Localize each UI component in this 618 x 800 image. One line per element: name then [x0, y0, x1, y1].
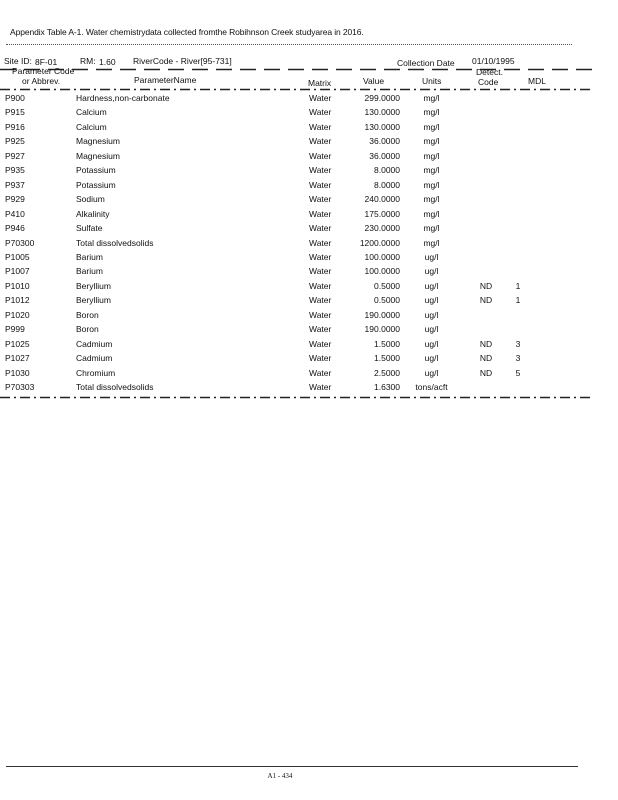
cell-value: 100.0000 — [364, 266, 400, 277]
cell-matrix: Water — [309, 295, 332, 306]
cell-detect-code: ND — [479, 338, 493, 349]
cell-value: 36.0000 — [369, 150, 400, 161]
cell-units: mg/l — [423, 165, 440, 176]
cell-parameter-name: Potassium — [76, 165, 116, 176]
title-divider — [6, 44, 572, 45]
cell-matrix: Water — [309, 136, 332, 147]
cell-value: 0.5000 — [374, 295, 400, 306]
table-title: Appendix Table A-1. Water chemistrydata collected fromthe Robihnson Creek studyarea in 2016. — [10, 27, 364, 37]
cell-parameter-code: P1027 — [5, 353, 30, 364]
cell-units: mg/l — [423, 136, 440, 147]
header-detect-line1: Detect. — [476, 67, 503, 77]
cell-matrix: Water — [309, 121, 332, 132]
table-row — [0, 136, 600, 150]
cell-value: 2.5000 — [374, 367, 400, 378]
table-row — [0, 281, 600, 295]
cell-parameter-name: Total dissolvedsolids — [76, 382, 154, 392]
table-row — [0, 93, 600, 107]
site-id-value: 8F-01 — [35, 57, 58, 67]
cell-matrix: Water — [309, 309, 332, 320]
cell-parameter-code: P915 — [5, 107, 25, 118]
cell-value: 1.5000 — [374, 353, 400, 364]
cell-parameter-name: Boron — [76, 324, 99, 335]
cell-parameter-name: Magnesium — [76, 136, 120, 147]
cell-parameter-name: Barium — [76, 266, 103, 277]
table-row — [0, 324, 600, 338]
cell-units: mg/l — [423, 223, 440, 234]
page-number: A1 - 434 — [267, 772, 293, 780]
table-row — [0, 368, 600, 382]
cell-parameter-code: P916 — [5, 121, 25, 132]
table-row — [0, 238, 600, 252]
table-row — [0, 151, 600, 165]
table-row — [0, 223, 600, 237]
cell-units: mg/l — [423, 107, 440, 118]
cell-mdl: 1 — [515, 280, 521, 291]
cell-parameter-code: P999 — [5, 324, 25, 335]
cell-parameter-code: P935 — [5, 165, 25, 176]
cell-detect-code: ND — [479, 280, 493, 291]
table-row — [0, 180, 600, 194]
table-row — [0, 194, 600, 208]
cell-parameter-code: P925 — [5, 136, 25, 147]
table-row — [0, 122, 600, 136]
cell-units: ug/l — [424, 309, 439, 320]
header-value: Value — [363, 76, 385, 86]
cell-matrix: Water — [309, 338, 332, 349]
header-matrix: Matrix — [308, 78, 332, 88]
cell-parameter-code: P70303 — [5, 382, 35, 392]
table-row — [0, 310, 600, 324]
cell-parameter-name: Chromium — [76, 367, 116, 378]
cell-parameter-name: Sulfate — [76, 223, 103, 234]
cell-parameter-name: Boron — [76, 309, 99, 320]
table-row — [0, 339, 600, 353]
cell-parameter-code: P937 — [5, 179, 25, 190]
cell-parameter-code: P1010 — [5, 280, 30, 291]
cell-mdl: 3 — [515, 353, 521, 364]
cell-detect-code: ND — [479, 353, 493, 364]
cell-matrix: Water — [309, 107, 332, 118]
cell-units: mg/l — [423, 121, 440, 132]
cell-matrix: Water — [309, 223, 332, 234]
cell-value: 190.0000 — [364, 324, 400, 335]
footer-divider — [6, 766, 578, 767]
cell-parameter-name: Barium — [76, 251, 103, 262]
cell-value: 230.0000 — [364, 223, 400, 234]
cell-matrix: Water — [309, 251, 332, 262]
cell-detect-code: ND — [479, 367, 493, 378]
cell-matrix: Water — [309, 382, 332, 392]
cell-matrix: Water — [309, 165, 332, 176]
cell-units: mg/l — [423, 179, 440, 190]
cell-value: 130.0000 — [364, 121, 400, 132]
cell-value: 299.0000 — [364, 93, 400, 103]
table-row — [0, 295, 600, 309]
cell-detect-code: ND — [479, 295, 493, 306]
cell-units: ug/l — [424, 280, 439, 291]
cell-units: ug/l — [424, 295, 439, 306]
cell-value: 36.0000 — [369, 136, 400, 147]
cell-matrix: Water — [309, 194, 332, 205]
cell-parameter-name: Sodium — [76, 194, 105, 205]
cell-parameter-code: P929 — [5, 194, 25, 205]
river-mile-label: RM: — [80, 56, 96, 66]
cell-matrix: Water — [309, 367, 332, 378]
header-code-line2: or Abbrev. — [22, 76, 61, 86]
cell-value: 1200.0000 — [359, 237, 400, 248]
cell-units: ug/l — [424, 324, 439, 335]
cell-value: 240.0000 — [364, 194, 400, 205]
cell-value: 1.6300 — [374, 382, 400, 392]
cell-parameter-name: Cadmium — [76, 353, 113, 364]
cell-parameter-code: P1025 — [5, 338, 30, 349]
cell-mdl: 1 — [515, 295, 521, 306]
cell-value: 0.5000 — [374, 280, 400, 291]
table-row — [0, 266, 600, 280]
cell-parameter-name: Hardness,non-carbonate — [76, 93, 170, 103]
cell-parameter-code: P900 — [5, 93, 25, 103]
cell-units: mg/l — [423, 93, 440, 103]
cell-parameter-name: Beryllium — [76, 280, 111, 291]
table-row — [0, 353, 600, 367]
header-mdl: MDL — [528, 76, 546, 86]
cell-units: mg/l — [423, 237, 440, 248]
cell-parameter-name: Beryllium — [76, 295, 111, 306]
cell-parameter-name: Alkalinity — [76, 208, 110, 219]
cell-matrix: Water — [309, 237, 332, 248]
cell-value: 130.0000 — [364, 107, 400, 118]
cell-units: ug/l — [424, 266, 439, 277]
collection-date-value: 01/10/1995 — [472, 56, 515, 66]
cell-parameter-code: P1005 — [5, 251, 30, 262]
table-row — [0, 252, 600, 266]
cell-value: 100.0000 — [364, 251, 400, 262]
cell-parameter-code: P70300 — [5, 237, 35, 248]
cell-units: ug/l — [424, 367, 439, 378]
cell-value: 190.0000 — [364, 309, 400, 320]
river-code: RiverCode - River[95-731] — [133, 56, 232, 66]
cell-value: 8.0000 — [374, 179, 400, 190]
cell-mdl: 3 — [515, 338, 521, 349]
cell-units: ug/l — [424, 251, 439, 262]
table-row — [0, 165, 600, 179]
cell-units: tons/acft — [415, 382, 448, 392]
cell-parameter-code: P927 — [5, 150, 25, 161]
cell-matrix: Water — [309, 280, 332, 291]
cell-value: 175.0000 — [364, 208, 400, 219]
cell-matrix: Water — [309, 208, 332, 219]
cell-parameter-name: Calcium — [76, 121, 107, 132]
cell-units: mg/l — [423, 150, 440, 161]
cell-parameter-name: Total dissolvedsolids — [76, 237, 154, 248]
cell-value: 1.5000 — [374, 338, 400, 349]
cell-matrix: Water — [309, 93, 332, 103]
cell-matrix: Water — [309, 266, 332, 277]
cell-parameter-code: P1007 — [5, 266, 30, 277]
cell-units: mg/l — [423, 194, 440, 205]
cell-parameter-name: Calcium — [76, 107, 107, 118]
table-row — [0, 209, 600, 223]
cell-value: 8.0000 — [374, 165, 400, 176]
collection-date-label: Collection Date — [397, 58, 455, 68]
cell-parameter-code: P410 — [5, 208, 25, 219]
cell-matrix: Water — [309, 324, 332, 335]
table-row — [0, 382, 600, 396]
cell-parameter-name: Potassium — [76, 179, 116, 190]
cell-parameter-code: P1012 — [5, 295, 30, 306]
river-mile-value: 1.60 — [99, 57, 116, 67]
cell-parameter-code: P946 — [5, 223, 25, 234]
cell-matrix: Water — [309, 179, 332, 190]
cell-units: ug/l — [424, 353, 439, 364]
table-row — [0, 107, 600, 121]
cell-parameter-name: Magnesium — [76, 150, 120, 161]
cell-units: mg/l — [423, 208, 440, 219]
header-units: Units — [422, 76, 442, 86]
header-parameter-name: ParameterName — [134, 75, 197, 85]
cell-parameter-name: Cadmium — [76, 338, 113, 349]
cell-parameter-code: P1030 — [5, 367, 30, 378]
cell-units: ug/l — [424, 338, 439, 349]
cell-mdl: 5 — [515, 367, 521, 378]
site-id-label: Site ID: — [4, 56, 32, 66]
header-code-line1: Parameter Code — [12, 66, 75, 76]
cell-parameter-code: P1020 — [5, 309, 30, 320]
header-detect-line2: Code — [478, 77, 499, 87]
cell-matrix: Water — [309, 150, 332, 161]
cell-matrix: Water — [309, 353, 332, 364]
